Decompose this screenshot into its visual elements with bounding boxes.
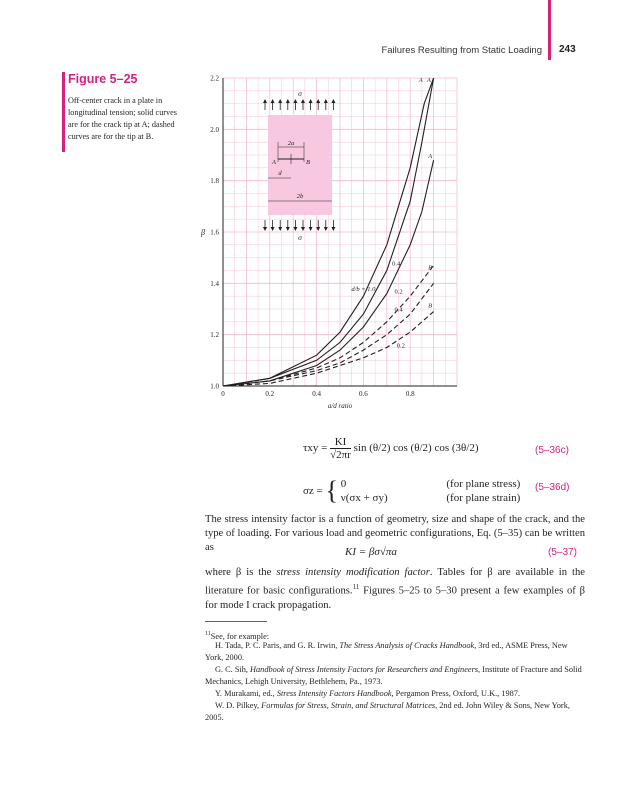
footnote-ref-1: H. Tada, P. C. Paris, and G. R. Irwin, The Stress Analysis of Cracks Handbook, 3rd ed., ASME Press, New York, 2000. bbox=[205, 641, 568, 662]
footnote-intro: $^{11}$See, for example: bbox=[205, 631, 270, 641]
dim-2a-label: 2a bbox=[287, 140, 295, 147]
chart-grid bbox=[223, 78, 457, 386]
dim-2b-label: 2b bbox=[296, 193, 304, 200]
footnote-ref: 11 bbox=[352, 583, 360, 591]
sigma-bottom-label: σ bbox=[298, 233, 302, 242]
tension-arrowhead-top bbox=[271, 99, 275, 103]
label-04-solid: 0.4 bbox=[392, 260, 401, 268]
tension-arrowhead-top bbox=[286, 99, 290, 103]
plate-rect bbox=[268, 115, 332, 215]
equation-5-36c bbox=[303, 436, 479, 461]
tension-arrowhead-bottom bbox=[309, 227, 313, 231]
beta-chart bbox=[195, 70, 465, 415]
label-A-top-left: A bbox=[418, 77, 423, 84]
footnote-ref-4: W. D. Pilkey, Formulas for Stress, Strain, and Structural Matrices, 2nd ed. John Wiley & Sons, New York, 2005. bbox=[205, 701, 570, 722]
eq37-number: (5–37) bbox=[548, 547, 577, 558]
equation-5-36d bbox=[303, 477, 520, 505]
y-tick-label: 2.0 bbox=[210, 125, 219, 134]
x-tick-label: 0.2 bbox=[265, 390, 275, 398]
equation-5-37: KI = βσ√πa bbox=[345, 546, 397, 558]
eq36c-trig: sin (θ/2) cos (θ/2) cos (3θ/2) bbox=[353, 442, 479, 455]
crack-point-B: B bbox=[306, 159, 310, 166]
tension-arrowhead-bottom bbox=[331, 227, 335, 231]
tension-arrowhead-bottom bbox=[286, 227, 290, 231]
eq36d-case2-condition: (for plane strain) bbox=[446, 492, 521, 504]
tension-arrowhead-bottom bbox=[293, 227, 297, 231]
footnote-rule bbox=[205, 621, 267, 622]
tension-arrowhead-top bbox=[263, 99, 267, 103]
sigma-top-label: σ bbox=[298, 89, 302, 98]
tension-arrowhead-top bbox=[301, 99, 305, 103]
label-db: d/b = 1.0 bbox=[351, 286, 376, 294]
tension-arrowhead-top bbox=[324, 99, 328, 103]
y-tick-label: 1.4 bbox=[210, 279, 219, 288]
emphasis-term: stress intensity modification factor bbox=[276, 567, 430, 578]
y-tick-label: 1.8 bbox=[210, 177, 219, 186]
tension-arrowhead-top bbox=[331, 99, 335, 103]
tension-arrowhead-bottom bbox=[263, 227, 267, 231]
header-accent-bar bbox=[548, 0, 551, 60]
paragraph-modification-factor: where β is the stress intensity modification factor. Tables for β are available in the literature for basic configurations.$^{11}$ Figures 5–25 to 5–30 present a few examples of β for mode I crack propagation. bbox=[205, 567, 585, 611]
eq36d-case2: ν(σx + σy) bbox=[340, 492, 388, 504]
x-tick-label: 0.8 bbox=[405, 390, 415, 398]
dim-d-label: d bbox=[278, 170, 282, 177]
footnote-ref-3: Y. Murakami, ed., Stress Intensity Factors Handbook, Pergamon Press, Oxford, U.K., 1987. bbox=[215, 689, 520, 698]
eq36d-number: (5–36d) bbox=[535, 482, 570, 493]
page-number: 243 bbox=[559, 44, 576, 55]
eq36c-numerator: KI bbox=[330, 436, 351, 449]
x-tick-label: 0.4 bbox=[312, 390, 321, 398]
eq36d-case1-condition: (for plane stress) bbox=[446, 478, 521, 490]
tension-arrowhead-bottom bbox=[271, 227, 275, 231]
eq36c-number: (5–36c) bbox=[535, 445, 569, 456]
label-A-top-right: A bbox=[426, 77, 431, 84]
label-04-dashed: 0.4 bbox=[394, 306, 403, 314]
figure-caption: Off-center crack in a plate in longitudinal tension; solid curves are for the crack tip at A; dashed curves are for the tip at B. bbox=[68, 96, 177, 141]
label-A-mid: A bbox=[428, 153, 433, 161]
eq36c-denominator: √2πr bbox=[330, 449, 351, 461]
label-02-dashed: 0.2 bbox=[396, 342, 405, 350]
crack-point-A: A bbox=[272, 159, 276, 166]
running-title: Failures Resulting from Static Loading bbox=[381, 45, 542, 56]
y-tick-label: 2.2 bbox=[210, 74, 219, 83]
footnote-ref-2: G. C. Sih, Handbook of Stress Intensity Factors for Researchers and Engineers, Institute of Fracture and Solid Mechanics, Lehigh University, Bethlehem, Pa., 1973. bbox=[205, 665, 582, 686]
y-tick-label: 1.6 bbox=[210, 228, 219, 237]
tension-arrowhead-top bbox=[309, 99, 313, 103]
x-axis-label: a/d ratio bbox=[327, 402, 353, 410]
tension-arrowhead-top bbox=[293, 99, 297, 103]
figure-accent-rule bbox=[62, 72, 65, 152]
label-02-solid: 0.2 bbox=[394, 288, 403, 296]
paragraph-stress-intensity: The stress intensity factor is a function of geometry, size and shape of the crack, and the type of loading. For various load and geometric configurations, Eq. (5–35) can be written as bbox=[205, 514, 585, 553]
eq36d-case1: 0 bbox=[340, 478, 347, 490]
label-B-solid: B bbox=[428, 264, 433, 272]
label-B-dashed: B bbox=[428, 302, 433, 310]
figure-label: Figure 5–25 bbox=[68, 72, 138, 86]
y-axis-label: β bbox=[201, 228, 205, 237]
x-tick-label: 0.6 bbox=[359, 390, 368, 398]
tension-arrowhead-bottom bbox=[301, 227, 305, 231]
y-tick-label: 1.0 bbox=[210, 382, 219, 391]
eq36d-lhs: σz = bbox=[303, 485, 323, 497]
x-tick-label: 0 bbox=[221, 390, 225, 398]
eq36c-lhs: τxy = bbox=[303, 442, 328, 455]
tension-arrowhead-bottom bbox=[324, 227, 328, 231]
eq36d-brace: { bbox=[325, 476, 338, 505]
y-tick-label: 1.2 bbox=[210, 331, 219, 340]
